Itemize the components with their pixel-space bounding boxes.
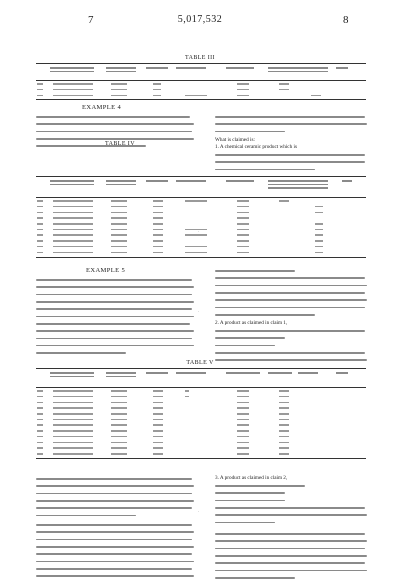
table-iv-top-rule: [36, 176, 366, 177]
example-5-paragraph: [36, 276, 196, 356]
margin-line-number: ·: [198, 309, 200, 314]
table-v-header: [36, 370, 366, 384]
table-iii-top-rule: [36, 63, 366, 64]
table-iv-bottom-rule: [36, 257, 366, 258]
table-iii-header: [36, 65, 366, 79]
toughness-paragraph: [36, 475, 196, 519]
table-iv-header: [36, 178, 366, 192]
claims-intro: What is claimed is:: [215, 137, 255, 143]
claim-1-continued: [215, 267, 370, 318]
final-paragraph: [36, 521, 196, 579]
table-v-body: [36, 388, 366, 456]
margin-line-number: ·: [198, 229, 200, 234]
table-v-title: TABLE V: [186, 360, 214, 366]
claim-1-start: 1. A chemical ceramic product which is: [215, 144, 297, 150]
left-page-number: 7: [88, 14, 94, 26]
table-iii-body: [36, 81, 366, 98]
example-5-heading: EXAMPLE 5: [86, 267, 126, 274]
table-iv-body: [36, 198, 366, 255]
claim-1-body: [215, 151, 370, 173]
table-row: [36, 92, 366, 98]
claim-2-start: 2. A product as claimed in claim 1,: [215, 320, 288, 326]
claim-3-body: [215, 482, 370, 526]
right-page-number: 8: [343, 14, 349, 26]
table-iv-title: TABLE IV: [105, 141, 135, 147]
margin-line-number: ·: [198, 509, 200, 514]
right-column-intro: [215, 113, 370, 135]
table-row: [36, 451, 366, 457]
claims-4-5: [215, 530, 370, 581]
table-iii-bottom-rule: [36, 99, 366, 100]
claim-2-body: [215, 327, 370, 363]
claim-3-start: 3. A product as claimed in claim 2,: [215, 475, 288, 481]
table-v-bottom-rule: [36, 458, 366, 459]
table-row: [36, 249, 366, 255]
table-iii-title: TABLE III: [185, 55, 215, 61]
patent-number: 5,017,532: [177, 14, 223, 25]
example-4-heading: EXAMPLE 4: [82, 104, 122, 111]
table-v-top-rule: [36, 368, 366, 369]
